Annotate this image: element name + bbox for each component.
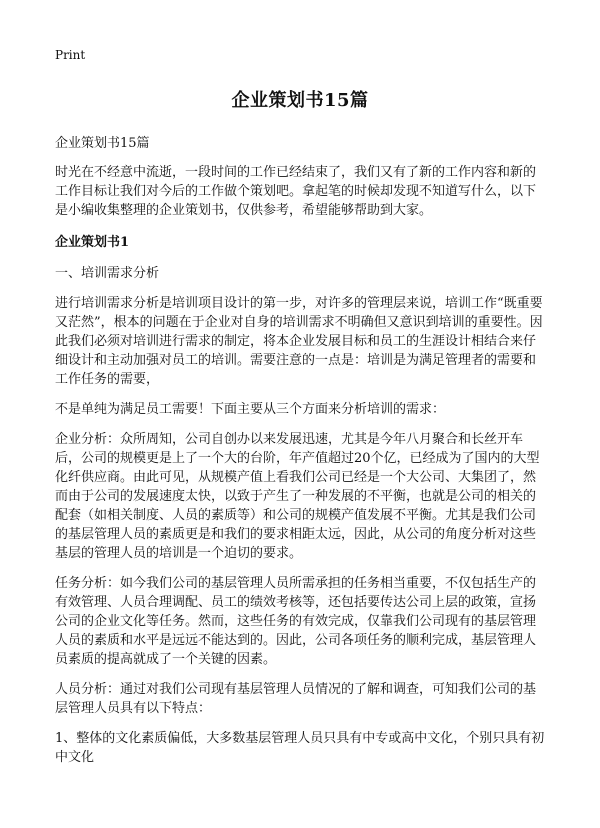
body-paragraph: 企业分析：众所周知，公司自创办以来发展迅速，尤其是今年八月聚合和长丝开车后，公司的规模更是上了一个大的台阶，年产值超过20个亿，已经成为了国内的大型化纤供应商。由此可见，从规模产值上看我们公司已经是一个大公司、大集团了，然而由于公司的发展速度太快，以致于产生了一种发展的不平衡，也就是公司的相关的配套（如相关制度、人员的素质等）和公司的规模产值发展不平衡。尤其是我们公司的基层管理人员的素质更是和我们的要求相距太远，因此，从公司的角度分析对这些基层的管理人员的培训是一个迫切的要求。 [55,432,540,561]
document-subtitle: 企业策划书15篇 [55,136,150,151]
body-paragraph: 任务分析：如今我们公司的基层管理人员所需承担的任务相当重要，不仅包括生产的有效管理、人员合理调配、员工的绩效考核等，还包括要传达公司上层的政策，宣扬公司的企业文化等任务。然而，这些任务的有效完成，仅靠我们公司现有的基层管理人员的素质和水平是远远不能达到的。因此，公司各项任务的顺利完成，基层管理人员素质的提高就成了一个关键的因素。 [55,576,537,667]
body-paragraph: 人员分析：通过对我们公司现有基层管理人员情况的了解和调查，可知我们公司的基层管理人员具有以下特点： [55,682,537,716]
body-paragraph: 进行培训需求分析是培训项目设计的第一步，对许多的管理层来说，培训工作“既重要又茫然”，根本的问题在于企业对自身的培训需求不明确但又意识到培训的重要性。因此我们必须对培训进行需求的制定，将本企业发展目标和员工的生涯设计相结合来仔细设计和主动加强对员工的培训。需要注意的一点是：培训是为满足管理者的需要和工作任务的需要， [55,296,543,387]
section-heading: 企业策划书1 [55,235,130,250]
print-link[interactable]: Print [55,48,86,62]
intro-paragraph: 时光在不经意中流逝，一段时间的工作已经结束了，我们又有了新的工作内容和新的工作目标让我们对今后的工作做个策划吧。拿起笔的时候却发现不知道写什么，以下是小编收集整理的企业策划书，仅供参考，希望能够帮助到大家。 [55,165,537,218]
body-paragraph: 不是单纯为满足员工需要！下面主要从三个方面来分析培训的需求： [55,402,446,417]
sub-heading: 一、培训需求分析 [55,266,160,281]
document-title: 企业策划书15篇 [231,90,369,111]
body-paragraph: 1、整体的文化素质偏低，大多数基层管理人员只具有中专或高中文化，个别只具有初中文化 [55,731,545,765]
